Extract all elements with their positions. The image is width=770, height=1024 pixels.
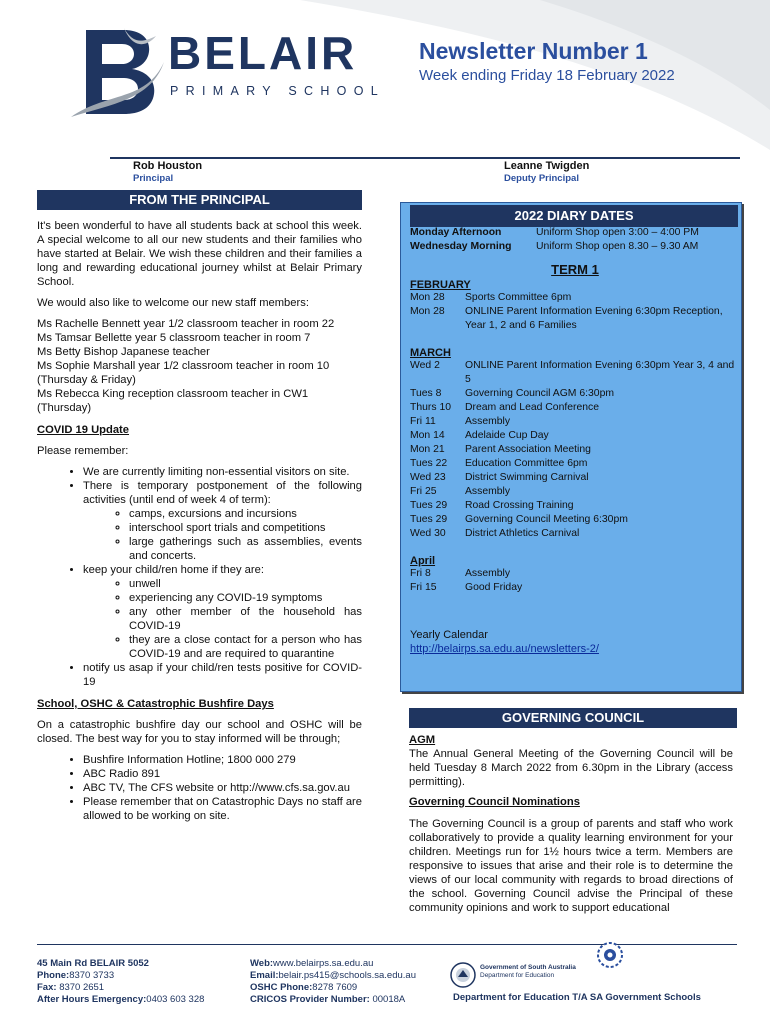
diary-event: Sports Committee 6pm <box>465 292 572 303</box>
diary-event: ONLINE Parent Information Evening 6:30pm Year 3, 4 and 5 <box>465 360 735 385</box>
uniform-shop-times <box>410 226 740 254</box>
footer-department: Department for Education T/A SA Government Schools <box>453 992 701 1003</box>
diary-event: District Athletics Carnival <box>465 528 580 539</box>
newsletter-subtitle: Week ending Friday 18 February 2022 <box>419 67 675 84</box>
uniform-day: Monday Afternoon <box>410 227 502 238</box>
uniform-time: Uniform Shop open 3:00 – 4:00 PM <box>536 227 699 238</box>
covid-heading: COVID 19 Update <box>37 424 130 436</box>
diary-date: Thurs 10 <box>410 402 452 413</box>
diary-event: ONLINE Parent Information Evening 6:30pm Reception, Year 1, 2 and 6 Families <box>465 306 723 331</box>
footer-oshc-phone: 8278 7609 <box>312 982 358 993</box>
yearly-calendar-label: Yearly Calendar <box>410 629 488 641</box>
new-staff-item: Ms Sophie Marshall year 1/2 classroom teacher in room 10 (Thursday & Friday) <box>37 360 330 386</box>
compass-logo-icon <box>596 941 624 969</box>
diary-event: Good Friday <box>465 582 523 593</box>
diary-event: Road Crossing Training <box>465 500 574 511</box>
bushfire-list <box>37 753 362 823</box>
footer-contact-left: 45 Main Rd BELAIR 5052 Phone:8370 3733 Fax: 8370 2651 After Hours Emergency:0403 603 328 <box>37 958 205 1005</box>
diary-event: District Swimming Carnival <box>465 472 589 483</box>
diary-event: Assembly <box>465 568 511 579</box>
diary-event: Dream and Lead Conference <box>465 402 600 413</box>
footer-phone: 8370 3733 <box>69 970 115 981</box>
diary-date: Wed 23 <box>410 472 446 483</box>
diary-date: Fri 11 <box>410 416 436 427</box>
diary-event: Education Committee 6pm <box>465 458 588 469</box>
school-logo-icon <box>66 22 166 122</box>
covid-item: • There is temporary postponement of the following activities (until end of week 4 of term): ◦ camps, excursions and incursions ◦ interschool sport trials and competitions ◦ large gatherings such as assemblies, events and concerts. <box>83 479 362 563</box>
new-staff-intro: We would also like to welcome our new staff members: <box>37 297 309 309</box>
diary-event: Assembly <box>465 416 511 427</box>
covid-list <box>37 465 362 689</box>
month-march: MARCH <box>410 347 451 359</box>
footer-divider <box>37 944 737 945</box>
month-april: April <box>410 555 436 567</box>
bushfire-item: • ABC TV, The CFS website or http://www.cfs.sa.gov.au <box>83 781 362 795</box>
footer-address: 45 Main Rd BELAIR 5052 <box>37 958 149 969</box>
principal-column <box>37 219 362 828</box>
diary-event: Parent Association Meeting <box>465 444 591 455</box>
covid-subitem: ◦ experiencing any COVID-19 symptoms <box>129 591 362 605</box>
diary-date: Mon 21 <box>410 444 445 455</box>
diary-date: Fri 15 <box>410 582 437 593</box>
covid-item: • We are currently limiting non-essential visitors on site. <box>83 465 362 479</box>
header-divider <box>110 157 740 159</box>
diary-date: Mon 28 <box>410 306 445 317</box>
covid-subitem: ◦ any other member of the household has COVID-19 <box>129 605 362 633</box>
diary-event: Assembly <box>465 486 511 497</box>
school-logo-subtitle: PRIMARY SCHOOL <box>170 84 385 98</box>
yearly-calendar-link[interactable]: http://belairps.sa.edu.au/newsletters-2/ <box>410 643 599 655</box>
covid-subitem: ◦ unwell <box>129 577 362 591</box>
diary-date: Wed 2 <box>410 360 440 371</box>
principal-section-heading: FROM THE PRINCIPAL <box>37 190 362 210</box>
footer-email: belair.ps415@schools.sa.edu.au <box>278 970 416 981</box>
newsletter-title: Newsletter Number 1 <box>419 38 648 64</box>
diary-dates-heading: 2022 DIARY DATES <box>410 205 738 227</box>
covid-intro: Please remember: <box>37 445 129 457</box>
welcome-paragraph: It's been wonderful to have all students back at school this week. A special welcome to all our new students and their families who have started at Belair. We wish these children and their families a long and rewarding educational journey whilst at Belair Primary School. <box>37 220 362 288</box>
covid-subitem: ◦ interschool sport trials and competitions <box>129 521 362 535</box>
governing-council-section <box>409 733 733 921</box>
new-staff-item: Ms Rebecca King reception classroom teacher in CW1 (Thursday) <box>37 388 309 414</box>
diary-date: Tues 29 <box>410 500 448 511</box>
month-february: FEBRUARY <box>410 279 471 291</box>
principal-name: Rob Houston <box>133 160 203 172</box>
bushfire-heading: School, OSHC & Catastrophic Bushfire Days <box>37 698 274 710</box>
governing-council-heading: GOVERNING COUNCIL <box>409 708 737 728</box>
government-wordmark: Government of South Australia Department for Education <box>480 964 576 979</box>
deputy-role: Deputy Principal <box>504 173 579 184</box>
diary-date: Tues 29 <box>410 514 448 525</box>
bushfire-item: • Bushfire Information Hotline; 1800 000 279 <box>83 753 362 767</box>
footer-web: www.belairps.sa.edu.au <box>273 958 374 969</box>
footer-fax: 8370 2651 <box>59 982 105 993</box>
agm-heading: AGM <box>409 734 436 746</box>
diary-date: Mon 28 <box>410 292 445 303</box>
deputy-name: Leanne Twigden <box>504 160 590 172</box>
diary-date: Tues 22 <box>410 458 448 469</box>
covid-item: • notify us asap if your child/ren tests positive for COVID-19 <box>83 661 362 689</box>
footer-cricos: 00018A <box>372 994 406 1005</box>
diary-event: Governing Council AGM 6:30pm <box>465 388 615 399</box>
footer-after-hours: 0403 603 328 <box>146 994 205 1005</box>
diary-date: Fri 8 <box>410 568 431 579</box>
school-logo-wordmark: BELAIR <box>168 27 358 79</box>
bushfire-item: • ABC Radio 891 <box>83 767 362 781</box>
covid-subitem: ◦ large gatherings such as assemblies, events and concerts. <box>129 535 362 563</box>
footer-contact-middle: Web:www.belairps.sa.edu.au Email:belair.ps415@schools.sa.edu.au OSHC Phone:8278 7609 CRICOS Provider Number: 00018A <box>250 958 416 1005</box>
covid-subitem: ◦ they are a close contact for a person who has COVID-19 and are required to quarantine <box>129 633 362 661</box>
covid-subitem: ◦ camps, excursions and incursions <box>129 507 362 521</box>
agm-text: The Annual General Meeting of the Governing Council will be held Tuesday 8 March 2022 from 6.30pm in the Library (access permitting). <box>409 748 733 788</box>
diary-date: Mon 14 <box>410 430 445 441</box>
uniform-day: Wednesday Morning <box>410 241 512 252</box>
bushfire-item: • Please remember that on Catastrophic Days no staff are allowed to be working on site. <box>83 795 362 823</box>
diary-date: Fri 25 <box>410 486 437 497</box>
nominations-text: The Governing Council is a group of parents and staff who work collaboratively to provide a quality learning environment for your children. Meetings run for 1½ hours twice a term. Members are responsive to issues that arise and their role is to determine the views of our local community with regards to broad directions of the school. Governing Council advise the Principal of these community opinions and work to support educational <box>409 818 733 914</box>
covid-item: • keep your child/ren home if they are: ◦ unwell ◦ experiencing any COVID-19 symptoms ◦ any other member of the household has COVID-19 ◦ they are a close contact for a person who has COVID-19 and are required to quarantine <box>83 563 362 661</box>
new-staff-item: Ms Tamsar Bellette year 5 classroom teacher in room 7 <box>37 332 311 344</box>
diary-date: Wed 30 <box>410 528 446 539</box>
diary-event: Adelaide Cup Day <box>465 430 549 441</box>
government-crest-icon <box>450 962 476 988</box>
term-heading: TERM 1 <box>551 262 599 277</box>
bushfire-paragraph: On a catastrophic bushfire day our school and OSHC will be closed. The best way for you to stay informed will be through; <box>37 719 362 745</box>
nominations-heading: Governing Council Nominations <box>409 796 580 808</box>
principal-role: Principal <box>133 173 174 184</box>
uniform-time: Uniform Shop open 8.30 – 9.30 AM <box>536 241 699 252</box>
diary-list <box>410 279 738 595</box>
diary-event: Governing Council Meeting 6:30pm <box>465 514 628 525</box>
new-staff-item: Ms Rachelle Bennett year 1/2 classroom teacher in room 22 <box>37 318 335 330</box>
diary-date: Tues 8 <box>410 388 442 399</box>
new-staff-item: Ms Betty Bishop Japanese teacher <box>37 346 210 358</box>
